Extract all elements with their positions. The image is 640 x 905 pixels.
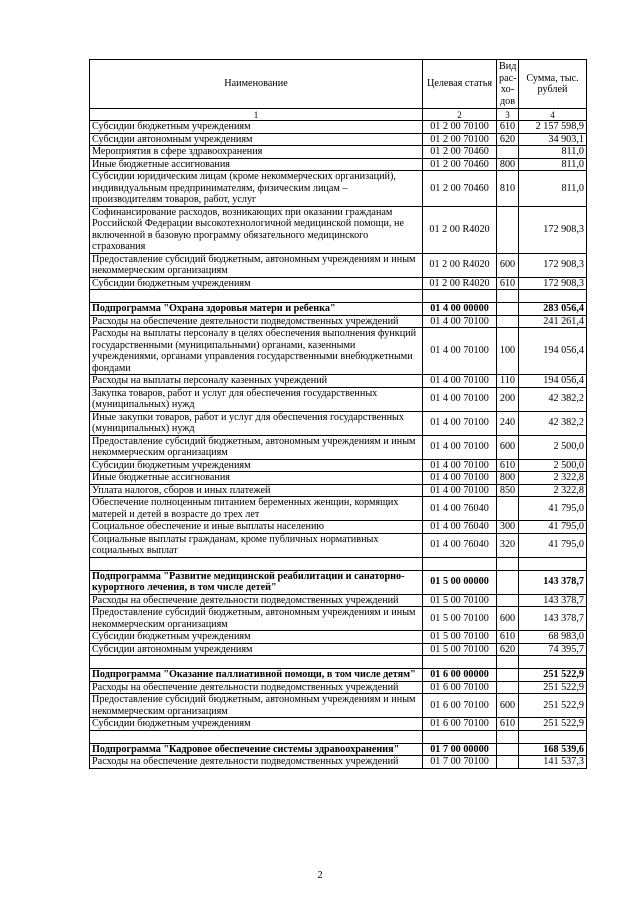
sum-cell: 141 537,3 <box>519 756 587 769</box>
table-row <box>90 484 587 497</box>
spacer-cell <box>423 557 497 570</box>
sum-cell: 251 522,9 <box>519 669 587 682</box>
name-cell: Подпрограмма "Охрана здоровья матери и ребенка" <box>90 303 423 316</box>
code-cell: 01 2 00 70100 <box>423 133 497 146</box>
sum-cell: 143 378,7 <box>519 607 587 631</box>
spacer-cell <box>90 656 423 669</box>
table-row <box>90 594 587 607</box>
name-cell: Уплата налогов, сборов и иных платежей <box>90 484 423 497</box>
name-cell: Подпрограмма "Развитие медицинской реабилитации и санаторно-курортного лечения, в том числе детей" <box>90 570 423 594</box>
header-type: Вид рас-хо-дов <box>497 60 519 109</box>
name-cell: Субсидии бюджетным учреждениям <box>90 631 423 644</box>
sum-cell: 811,0 <box>519 171 587 207</box>
type-cell: 610 <box>497 121 519 134</box>
code-cell: 01 5 00 70100 <box>423 594 497 607</box>
table-row <box>90 158 587 171</box>
name-cell: Подпрограмма "Кадровое обеспечение системы здравоохранения" <box>90 743 423 756</box>
subprogram-row <box>90 303 587 316</box>
name-cell: Предоставление субсидий бюджетным, автономным учреждениям и иным некоммерческим организациям <box>90 435 423 459</box>
spacer-cell <box>519 557 587 570</box>
spacer-cell <box>90 557 423 570</box>
type-cell <box>497 756 519 769</box>
code-cell: 01 2 00 70460 <box>423 158 497 171</box>
table-row <box>90 497 587 521</box>
name-cell: Предоставление субсидий бюджетным, автономным учреждениям и иным некоммерческим организациям <box>90 694 423 718</box>
type-cell <box>497 669 519 682</box>
type-cell: 850 <box>497 484 519 497</box>
code-cell: 01 6 00 70100 <box>423 681 497 694</box>
table-header-row <box>90 60 587 109</box>
name-cell: Субсидии юридическим лицам (кроме некоммерческих организаций), индивидуальным предпринимателям, физическим лицам – производителям товаров, работ, услуг <box>90 171 423 207</box>
code-cell: 01 4 00 70100 <box>423 411 497 435</box>
type-cell: 600 <box>497 253 519 277</box>
table-row <box>90 171 587 207</box>
subprogram-row <box>90 570 587 594</box>
page-number: 2 <box>317 870 323 881</box>
subprogram-row <box>90 743 587 756</box>
type-cell <box>497 497 519 521</box>
sum-cell: 2 322,8 <box>519 484 587 497</box>
name-cell: Субсидии бюджетным учреждениям <box>90 277 423 290</box>
code-cell: 01 2 00 R4020 <box>423 253 497 277</box>
code-cell: 01 2 00 R4020 <box>423 206 497 253</box>
document-page <box>89 59 586 769</box>
column-number: 1 <box>90 109 423 121</box>
spacer-cell <box>497 730 519 743</box>
code-cell: 01 6 00 70100 <box>423 718 497 731</box>
name-cell: Расходы на обеспечение деятельности подведомственных учреждений <box>90 756 423 769</box>
spacer-cell <box>90 290 423 303</box>
table-row <box>90 631 587 644</box>
sum-cell: 2 322,8 <box>519 472 587 485</box>
name-cell: Субсидии бюджетным учреждениям <box>90 718 423 731</box>
type-cell <box>497 206 519 253</box>
table-row <box>90 121 587 134</box>
sum-cell: 74 395,7 <box>519 643 587 656</box>
header-code: Целевая статья <box>423 60 497 109</box>
spacer-cell <box>423 290 497 303</box>
header-name: Наименование <box>90 60 423 109</box>
table-row <box>90 533 587 557</box>
type-cell: 600 <box>497 694 519 718</box>
sum-cell: 172 908,3 <box>519 253 587 277</box>
type-cell: 610 <box>497 631 519 644</box>
code-cell: 01 4 00 70100 <box>423 328 497 375</box>
type-cell: 200 <box>497 387 519 411</box>
sum-cell: 251 522,9 <box>519 694 587 718</box>
table-row <box>90 643 587 656</box>
table-row <box>90 253 587 277</box>
table-row <box>90 607 587 631</box>
sum-cell: 811,0 <box>519 158 587 171</box>
name-cell: Субсидии автономным учреждениям <box>90 643 423 656</box>
table-row <box>90 472 587 485</box>
name-cell: Расходы на выплаты персоналу казенных учреждений <box>90 375 423 388</box>
code-cell: 01 2 00 70460 <box>423 146 497 159</box>
type-cell: 800 <box>497 472 519 485</box>
code-cell: 01 4 00 76040 <box>423 497 497 521</box>
sum-cell: 172 908,3 <box>519 206 587 253</box>
sum-cell: 241 261,4 <box>519 315 587 328</box>
code-cell: 01 7 00 70100 <box>423 756 497 769</box>
type-cell: 100 <box>497 328 519 375</box>
table-row <box>90 277 587 290</box>
table-row <box>90 315 587 328</box>
spacer-row <box>90 290 587 303</box>
code-cell: 01 5 00 70100 <box>423 607 497 631</box>
spacer-row <box>90 730 587 743</box>
table-row <box>90 133 587 146</box>
sum-cell: 34 903,1 <box>519 133 587 146</box>
spacer-cell <box>90 730 423 743</box>
type-cell: 610 <box>497 718 519 731</box>
code-cell: 01 5 00 70100 <box>423 643 497 656</box>
sum-cell: 194 056,4 <box>519 375 587 388</box>
code-cell: 01 4 00 70100 <box>423 315 497 328</box>
type-cell: 620 <box>497 643 519 656</box>
name-cell: Расходы на обеспечение деятельности подведомственных учреждений <box>90 315 423 328</box>
subprogram-row <box>90 669 587 682</box>
sum-cell: 68 983,0 <box>519 631 587 644</box>
code-cell: 01 2 00 70100 <box>423 121 497 134</box>
sum-cell: 41 795,0 <box>519 533 587 557</box>
sum-cell: 251 522,9 <box>519 718 587 731</box>
code-cell: 01 6 00 70100 <box>423 694 497 718</box>
code-cell: 01 6 00 00000 <box>423 669 497 682</box>
name-cell: Подпрограмма "Оказание паллиативной помощи, в том числе детям" <box>90 669 423 682</box>
code-cell: 01 4 00 70100 <box>423 472 497 485</box>
name-cell: Субсидии бюджетным учреждениям <box>90 121 423 134</box>
code-cell: 01 4 00 76040 <box>423 533 497 557</box>
spacer-cell <box>497 557 519 570</box>
code-cell: 01 7 00 00000 <box>423 743 497 756</box>
code-cell: 01 4 00 70100 <box>423 387 497 411</box>
code-cell: 01 5 00 00000 <box>423 570 497 594</box>
table-row <box>90 694 587 718</box>
sum-cell: 2 157 598,9 <box>519 121 587 134</box>
sum-cell: 2 500,0 <box>519 459 587 472</box>
name-cell: Софинансирование расходов, возникающих при оказании гражданам Российской Федерации высокотехнологичной медицинской помощи, не включенной в базовую программу обязательного медицинского страхования <box>90 206 423 253</box>
type-cell: 600 <box>497 435 519 459</box>
code-cell: 01 4 00 00000 <box>423 303 497 316</box>
sum-cell: 143 378,7 <box>519 594 587 607</box>
spacer-row <box>90 656 587 669</box>
spacer-cell <box>497 656 519 669</box>
budget-table <box>89 59 587 769</box>
table-row <box>90 435 587 459</box>
sum-cell: 811,0 <box>519 146 587 159</box>
table-row <box>90 681 587 694</box>
table-row <box>90 411 587 435</box>
sum-cell: 251 522,9 <box>519 681 587 694</box>
sum-cell: 168 539,6 <box>519 743 587 756</box>
name-cell: Расходы на обеспечение деятельности подведомственных учреждений <box>90 681 423 694</box>
type-cell: 620 <box>497 133 519 146</box>
type-cell: 110 <box>497 375 519 388</box>
code-cell: 01 4 00 70100 <box>423 375 497 388</box>
type-cell <box>497 681 519 694</box>
sum-cell: 42 382,2 <box>519 387 587 411</box>
sum-cell: 42 382,2 <box>519 411 587 435</box>
name-cell: Иные бюджетные ассигнования <box>90 158 423 171</box>
type-cell <box>497 303 519 316</box>
code-cell: 01 4 00 70100 <box>423 459 497 472</box>
spacer-cell <box>497 290 519 303</box>
type-cell <box>497 146 519 159</box>
sum-cell: 172 908,3 <box>519 277 587 290</box>
name-cell: Иные бюджетные ассигнования <box>90 472 423 485</box>
table-row <box>90 459 587 472</box>
code-cell: 01 2 00 70460 <box>423 171 497 207</box>
spacer-cell <box>423 730 497 743</box>
column-number: 3 <box>497 109 519 121</box>
sum-cell: 194 056,4 <box>519 328 587 375</box>
name-cell: Расходы на обеспечение деятельности подведомственных учреждений <box>90 594 423 607</box>
sum-cell: 143 378,7 <box>519 570 587 594</box>
type-cell: 810 <box>497 171 519 207</box>
type-cell: 600 <box>497 607 519 631</box>
name-cell: Социальное обеспечение и иные выплаты населению <box>90 521 423 534</box>
name-cell: Мероприятия в сфере здравоохранения <box>90 146 423 159</box>
code-cell: 01 4 00 70100 <box>423 484 497 497</box>
header-sum: Сумма, тыс. рублей <box>519 60 587 109</box>
code-cell: 01 4 00 76040 <box>423 521 497 534</box>
spacer-row <box>90 557 587 570</box>
code-cell: 01 2 00 R4020 <box>423 277 497 290</box>
type-cell: 240 <box>497 411 519 435</box>
sum-cell: 283 056,4 <box>519 303 587 316</box>
sum-cell: 41 795,0 <box>519 497 587 521</box>
type-cell <box>497 594 519 607</box>
type-cell: 610 <box>497 277 519 290</box>
name-cell: Предоставление субсидий бюджетным, автономным учреждениям и иным некоммерческим организациям <box>90 253 423 277</box>
name-cell: Предоставление субсидий бюджетным, автономным учреждениям и иным некоммерческим организациям <box>90 607 423 631</box>
table-row <box>90 387 587 411</box>
type-cell: 300 <box>497 521 519 534</box>
table-row <box>90 756 587 769</box>
table-row <box>90 206 587 253</box>
type-cell: 800 <box>497 158 519 171</box>
spacer-cell <box>519 730 587 743</box>
sum-cell: 41 795,0 <box>519 521 587 534</box>
name-cell: Расходы на выплаты персоналу в целях обеспечения выполнения функций государственными (муниципальными) органами, казенными учреждениями, органами управления государственными внебюджетными фондами <box>90 328 423 375</box>
type-cell <box>497 743 519 756</box>
table-row <box>90 375 587 388</box>
type-cell <box>497 570 519 594</box>
table-row <box>90 146 587 159</box>
column-number: 2 <box>423 109 497 121</box>
table-row <box>90 328 587 375</box>
name-cell: Обеспечение полноценным питанием беременных женщин, кормящих матерей и детей в возрасте до трех лет <box>90 497 423 521</box>
column-number-row <box>90 109 587 121</box>
column-number: 4 <box>519 109 587 121</box>
name-cell: Социальные выплаты гражданам, кроме публичных нормативных социальных выплат <box>90 533 423 557</box>
sum-cell: 2 500,0 <box>519 435 587 459</box>
name-cell: Субсидии автономным учреждениям <box>90 133 423 146</box>
code-cell: 01 4 00 70100 <box>423 435 497 459</box>
code-cell: 01 5 00 70100 <box>423 631 497 644</box>
table-row <box>90 521 587 534</box>
type-cell <box>497 315 519 328</box>
name-cell: Иные закупки товаров, работ и услуг для обеспечения государственных (муниципальных) нужд <box>90 411 423 435</box>
spacer-cell <box>519 290 587 303</box>
name-cell: Субсидии бюджетным учреждениям <box>90 459 423 472</box>
type-cell: 320 <box>497 533 519 557</box>
name-cell: Закупка товаров, работ и услуг для обеспечения государственных (муниципальных) нужд <box>90 387 423 411</box>
spacer-cell <box>423 656 497 669</box>
type-cell: 610 <box>497 459 519 472</box>
spacer-cell <box>519 656 587 669</box>
table-row <box>90 718 587 731</box>
